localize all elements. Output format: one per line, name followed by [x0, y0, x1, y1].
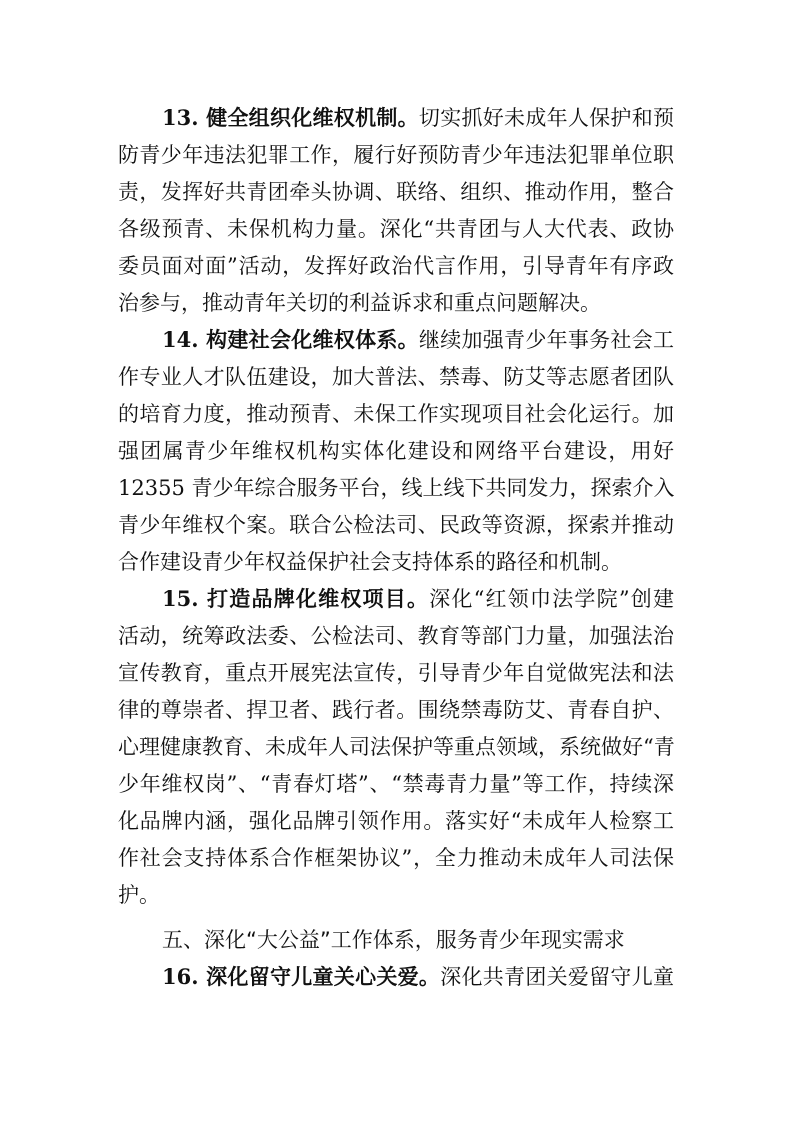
- paragraph-line: [0, 322, 793, 358]
- paragraph-line: [0, 729, 793, 765]
- paragraph-line: [0, 100, 793, 136]
- paragraph-line: [0, 581, 793, 617]
- line-text: 责，发挥好共青团牵头协调、联络、组织、推动作用，整合: [118, 180, 674, 204]
- paragraph-line: [0, 692, 793, 728]
- line-text: 切实抓好未成年人保护和预: [418, 106, 674, 130]
- paragraph-line: [0, 433, 793, 469]
- line-text: 治参与，推动青年关切的利益诉求和重点问题解决。: [118, 291, 601, 315]
- item-heading: 15. 打造品牌化维权项目。: [162, 586, 430, 611]
- paragraph-line: [0, 359, 793, 395]
- item-heading: 13. 健全组织化维权机制。: [162, 105, 419, 130]
- paragraph-line: [0, 877, 793, 913]
- paragraph-line: [0, 544, 793, 580]
- line-text: 心理健康教育、未成年人司法保护等重点领域，系统做好“青: [118, 735, 675, 759]
- line-text: 的培育力度，推动预青、未保工作实现项目社会化运行。加: [118, 402, 674, 426]
- line-text: 深化共青团关爱留守儿童: [440, 965, 674, 989]
- line-text: 作专业人才队伍建设，加大普法、禁毒、防艾等志愿者团队: [118, 365, 674, 389]
- line-text: 防青少年违法犯罪工作，履行好预防青少年违法犯罪单位职: [118, 143, 674, 167]
- line-text: 护。: [118, 883, 160, 907]
- line-text: 少年维权岗”、“青春灯塔”、“禁毒青力量”等工作，持续深: [118, 772, 674, 796]
- line-text: 化品牌内涵，强化品牌引领作用。落实好“未成年人检察工: [118, 809, 674, 833]
- paragraph-line: [0, 655, 793, 691]
- line-text: 活动，统筹政法委、公检法司、教育等部门力量，加强法治: [118, 624, 674, 648]
- line-text: 宣传教育，重点开展宪法宣传，引导青少年自觉做宪法和法: [118, 661, 674, 685]
- line-text: 作社会支持体系合作框架协议”，全力推动未成年人司法保: [118, 846, 674, 870]
- line-text: 委员面对面”活动，发挥好政治代言作用，引导青年有序政: [118, 254, 674, 278]
- section-heading-text: 五、深化“大公益”工作体系，服务青少年现实需求: [162, 928, 625, 952]
- line-text: 深化“红领巾法学院”创建: [429, 587, 674, 611]
- line-text: 律的尊崇者、捍卫者、践行者。围绕禁毒防艾、青春自护、: [118, 698, 674, 722]
- paragraph-line: [0, 959, 793, 995]
- paragraph-line: [0, 248, 793, 284]
- line-text: 继续加强青少年事务社会工: [418, 328, 674, 352]
- line-text: 12355 青少年综合服务平台，线上线下共同发力，探索介入: [118, 476, 675, 500]
- item-heading: 14. 构建社会化维权体系。: [162, 327, 419, 352]
- paragraph-line: [0, 507, 793, 543]
- line-text: 合作建设青少年权益保护社会支持体系的路径和机制。: [118, 550, 622, 574]
- paragraph-line: [0, 470, 793, 506]
- paragraph-line: [0, 840, 793, 876]
- paragraph-line: [0, 766, 793, 802]
- paragraph-line: [0, 618, 793, 654]
- line-text: 各级预青、未保机构力量。深化“共青团与人大代表、政协: [118, 217, 674, 241]
- item-heading: 16. 深化留守儿童关心关爱。: [162, 964, 441, 989]
- section-heading: [0, 922, 793, 958]
- line-text: 强团属青少年维权机构实体化建设和网络平台建设，用好: [118, 439, 674, 463]
- paragraph-line: [0, 396, 793, 432]
- paragraph-line: [0, 211, 793, 247]
- paragraph-line: [0, 803, 793, 839]
- paragraph-line: [0, 137, 793, 173]
- line-text: 青少年维权个案。联合公检法司、民政等资源，探索并推动: [118, 513, 674, 537]
- paragraph-line: [0, 285, 793, 321]
- paragraph-line: [0, 174, 793, 210]
